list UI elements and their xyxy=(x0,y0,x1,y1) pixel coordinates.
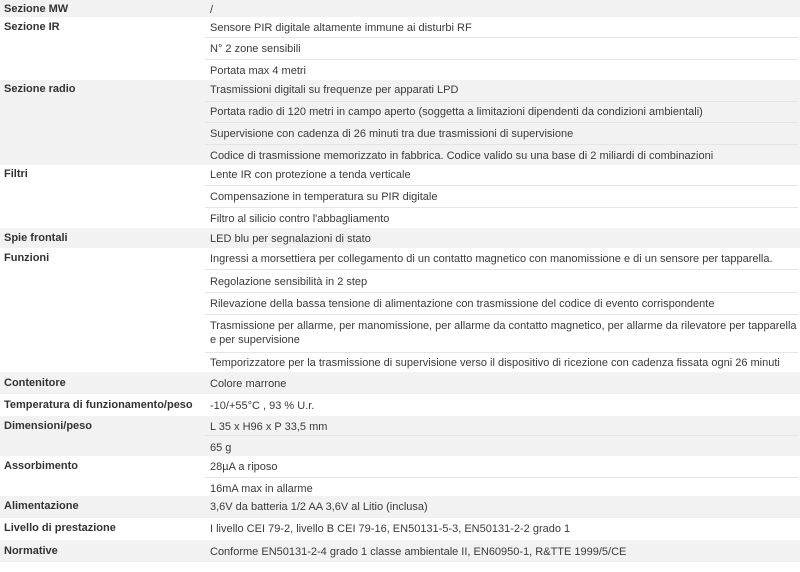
spec-value xyxy=(205,397,798,414)
spec-row-livello-di-prestazione xyxy=(0,518,800,540)
spec-value xyxy=(205,375,798,392)
spec-label: Dimensioni/peso xyxy=(4,420,93,432)
spec-value-text: / xyxy=(210,4,214,16)
spec-value-text: I livello CEI 79-2, livello B CEI 79-16, EN50131-5-3, EN50131-2-2 grado 1 xyxy=(210,523,571,535)
spec-row-sezione-mw xyxy=(0,0,800,17)
spec-value xyxy=(205,62,798,80)
spec-label: Filtri xyxy=(4,168,28,180)
spec-value xyxy=(205,498,798,516)
spec-value-text: Temporizzatore per la trasmissione di supervisione verso il dispositivo di ricezione con cadenza fissata ogni 26 minuti xyxy=(210,357,780,369)
spec-row-sezione-ir xyxy=(0,17,800,80)
spec-value xyxy=(205,317,798,353)
spec-value xyxy=(205,480,798,495)
spec-row-normative xyxy=(0,540,800,562)
spec-value-text: 65 g xyxy=(210,442,232,454)
spec-value xyxy=(205,40,798,60)
spec-value xyxy=(205,81,798,102)
spec-row-alimentazione xyxy=(0,496,800,518)
spec-value xyxy=(205,147,798,164)
spec-label: Contenitore xyxy=(4,377,66,389)
spec-value xyxy=(205,230,798,246)
spec-label: Sezione IR xyxy=(4,21,60,33)
spec-value-text: LED blu per segnalazioni di stato xyxy=(210,233,371,245)
spec-value-text: Portata max 4 metri xyxy=(210,65,306,77)
spec-value-text: 16mA max in allarme xyxy=(210,483,313,495)
spec-row-filtri xyxy=(0,165,800,228)
spec-value-text: Conforme EN50131-2-4 grado 1 classe ambientale II, EN60950-1, R&TTE 1999/5/CE xyxy=(210,546,627,558)
spec-value xyxy=(205,166,798,186)
spec-row-dimensioni-peso xyxy=(0,416,800,456)
spec-value xyxy=(205,1,798,15)
spec-value-text: 3,6V da batteria 1/2 AA 3,6V al Litio (inclusa) xyxy=(210,501,428,513)
spec-row-spie-frontali xyxy=(0,228,800,248)
spec-value xyxy=(205,273,798,293)
spec-value xyxy=(205,439,798,455)
spec-label: Funzioni xyxy=(4,252,50,264)
spec-value xyxy=(205,210,798,227)
spec-row-contenitore xyxy=(0,372,800,394)
spec-label: Temperatura di funzionamento/peso xyxy=(4,399,193,411)
spec-value xyxy=(205,520,798,538)
spec-label: Sezione MW xyxy=(4,3,69,15)
spec-value xyxy=(205,19,798,38)
spec-value-text: Ingressi a morsettiera per collegamento di un contatto magnetico con manomissione e di un sensore per tapparella. xyxy=(210,253,773,265)
spec-value-text: Supervisione con cadenza di 26 minuti tra due trasmissioni di supervisione xyxy=(210,128,574,140)
spec-value-text: N° 2 zone sensibili xyxy=(210,43,301,55)
spec-value-text: Compensazione in temperatura su PIR digitale xyxy=(210,191,438,203)
spec-value-text: Lente IR con protezione a tenda verticale xyxy=(210,169,411,181)
spec-value-text: Trasmissione per allarme, per manomissione, per allarme da contatto magnetico, per allarme da rilevatore per tapparella e per supervisione xyxy=(210,320,797,346)
spec-value-text: Portata radio di 120 metri in campo aperto (soggetta a limitazioni dipendenti da condizioni ambientali) xyxy=(210,106,703,118)
spec-value-text: Regolazione sensibilità in 2 step xyxy=(210,276,368,288)
spec-row-assorbimento xyxy=(0,456,800,496)
spec-value-text: Rilevazione della bassa tensione di alimentazione con trasmissione del codice di evento corrispondente xyxy=(210,298,715,310)
spec-value-text: Colore marrone xyxy=(210,378,287,390)
spec-row-funzioni xyxy=(0,248,800,372)
spec-value-text: L 35 x H96 x P 33,5 mm xyxy=(210,421,328,433)
spec-value xyxy=(205,125,798,145)
spec-row-temperatura-di-funzionamento-peso xyxy=(0,394,800,416)
spec-value xyxy=(205,103,798,123)
spec-value-text: Codice di trasmissione memorizzato in fabbrica. Codice valido su una base di 2 miliardi di combinazioni xyxy=(210,150,714,162)
spec-value xyxy=(205,295,798,315)
spec-label: Normative xyxy=(4,545,58,557)
spec-row-sezione-radio xyxy=(0,80,800,165)
spec-value xyxy=(205,543,798,560)
spec-value xyxy=(205,418,798,436)
spec-value-text: -10/+55°C , 93 % U.r. xyxy=(210,400,315,412)
spec-value xyxy=(205,250,798,270)
spec-label: Assorbimento xyxy=(4,460,78,472)
spec-label: Spie frontali xyxy=(4,232,68,244)
spec-label: Sezione radio xyxy=(4,83,76,95)
spec-label: Livello di prestazione xyxy=(4,522,116,534)
spec-value-text: Trasmissioni digitali su frequenze per apparati LPD xyxy=(210,84,459,96)
spec-value-text: 28µA a riposo xyxy=(210,461,278,473)
spec-value xyxy=(205,188,798,208)
spec-value-text: Sensore PIR digitale altamente immune ai disturbi RF xyxy=(210,22,472,34)
spec-label: Alimentazione xyxy=(4,500,79,512)
spec-value xyxy=(205,354,798,371)
spec-value-text: Filtro al silicio contro l'abbagliamento xyxy=(210,213,390,225)
spec-value xyxy=(205,458,798,478)
